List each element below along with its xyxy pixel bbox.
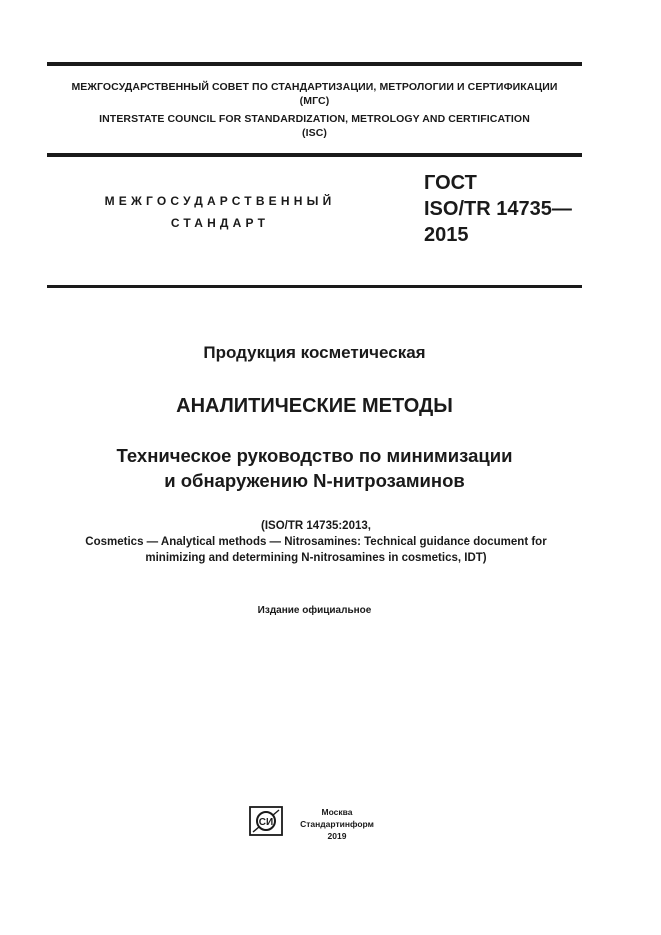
document-subtitle-line2: и обнаружению N-нитрозаминов [164, 470, 465, 491]
header-rule [47, 153, 582, 157]
council-header [47, 80, 582, 140]
council-name-en: INTERSTATE COUNCIL FOR STANDARDIZATION, METROLOGY AND CERTIFICATION [99, 113, 530, 125]
document-subject: Продукция косметическая [203, 343, 426, 362]
document-subtitle [47, 443, 582, 493]
gost-label: ГОСТ [424, 172, 477, 194]
standard-type [70, 190, 370, 234]
edition-note: Издание официальное [257, 605, 372, 616]
idt-reference-line3: minimizing and determining N-nitrosamines in cosmetics, IDT) [145, 552, 487, 564]
document-title: АНАЛИТИЧЕСКИЕ МЕТОДЫ [176, 395, 453, 417]
designation-rule [47, 285, 582, 288]
standard-type-line2: СТАНДАРТ [170, 216, 270, 230]
publication-year: 2019 [327, 831, 347, 841]
idt-reference [30, 518, 602, 566]
standard-type-line1: МЕЖГОСУДАРСТВЕННЫЙ [104, 194, 336, 208]
council-name-ru: МЕЖГОСУДАРСТВЕННЫЙ СОВЕТ ПО СТАНДАРТИЗАЦИИ, МЕТРОЛОГИИ И СЕРТИФИКАЦИИ [71, 81, 558, 93]
council-abbr-ru: (МГС) [299, 95, 330, 107]
idt-reference-line2: Cosmetics — Analytical methods — Nitrosamines: Technical guidance document for [85, 536, 547, 548]
publisher-city: Москва [321, 807, 353, 817]
top-rule [47, 62, 582, 66]
publisher-name: Стандартинформ [300, 819, 374, 829]
gost-number-line1: ISO/TR 14735— [424, 198, 572, 220]
gost-designation [424, 170, 572, 248]
idt-reference-line1: (ISO/TR 14735:2013, [261, 520, 371, 532]
logo-text: СИ [258, 817, 274, 828]
council-abbr-en: (ISC) [302, 127, 327, 139]
gost-number-line2: 2015 [424, 224, 469, 246]
document-subtitle-line1: Техническое руководство по минимизации [116, 445, 513, 466]
publisher-info [292, 806, 382, 842]
standartinform-logo-icon [249, 806, 283, 836]
